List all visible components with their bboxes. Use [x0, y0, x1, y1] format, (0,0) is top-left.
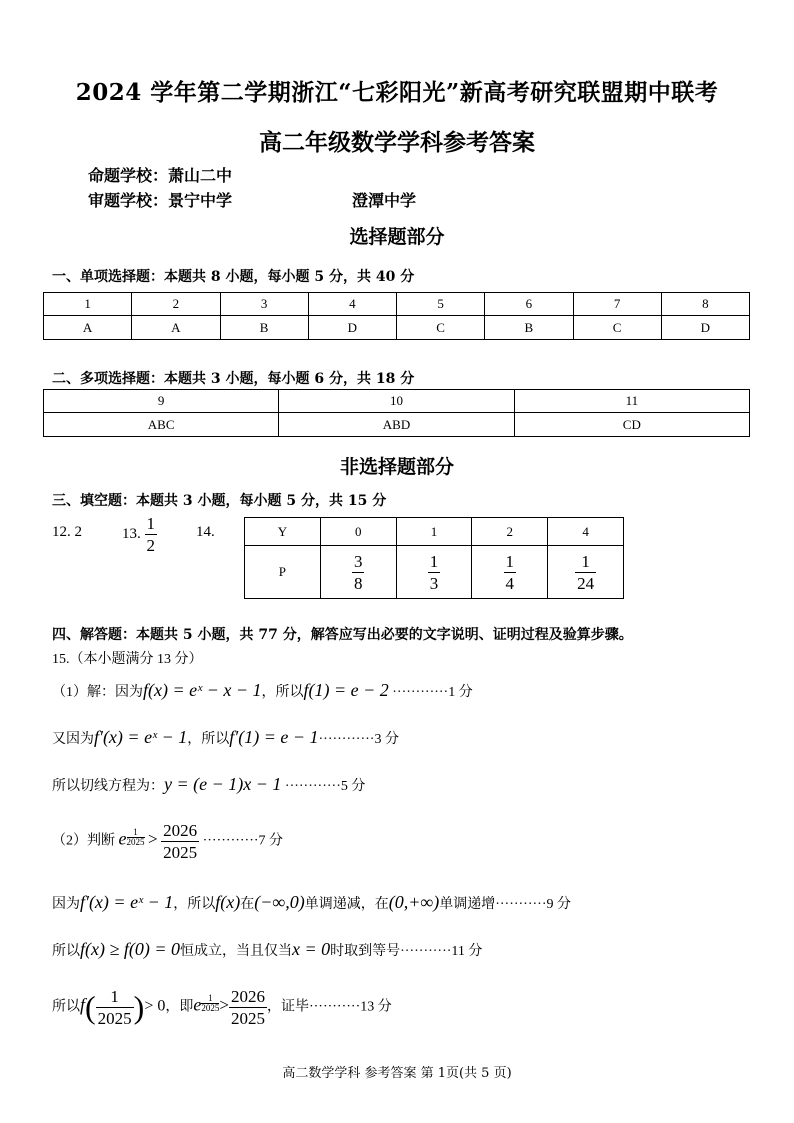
numerator: 1	[429, 551, 439, 571]
q13-numerator: 1	[146, 514, 155, 533]
math-fraction	[161, 822, 199, 861]
math-expression: y = (e − 1)x − 1	[164, 774, 282, 794]
solution-line-5	[52, 892, 571, 913]
exponent-fraction	[127, 828, 145, 847]
q13-denominator: 2	[146, 536, 155, 555]
single-choice-table	[43, 292, 750, 340]
answer-cell: B	[485, 316, 573, 340]
math-expression: f′(x) = eˣ − 1	[80, 892, 174, 912]
denominator: 2025	[97, 1009, 132, 1028]
reviewer-school-2: 澄潭中学	[352, 191, 417, 210]
denominator: 2025	[230, 1009, 265, 1028]
row-label-p: P	[245, 546, 321, 599]
y-value: 4	[548, 518, 624, 546]
math-expression: f(x)	[215, 892, 241, 912]
row-label-y: Y	[245, 518, 321, 546]
q12-answer	[52, 524, 82, 541]
probability-cell	[396, 546, 472, 599]
reviewer-school: 审题学校：景宁中学	[88, 191, 233, 210]
math-expression: f′(1) = e − 1	[229, 727, 319, 747]
solution-line-6	[52, 939, 482, 960]
answer-cell: D	[308, 316, 396, 340]
multi-choice-table	[43, 389, 750, 437]
math-fraction	[96, 988, 134, 1027]
text: ，所以	[173, 897, 216, 912]
solution-line-7	[52, 988, 392, 1027]
text: 所以切线方程为：	[52, 779, 164, 794]
denominator: 8	[353, 573, 363, 593]
solutions-heading: 四、解答题：本题共 5 小题，共 77 分，解答应写出必要的文字说明、证明过程及验算步骤。	[52, 627, 633, 643]
probability-fraction	[428, 553, 441, 592]
q13-label: 13.	[122, 525, 141, 542]
answer-cell: D	[661, 316, 749, 340]
page-footer: 高二数学学科 参考答案 第 1页(共 5 页)	[282, 1066, 512, 1081]
probability-cell	[548, 546, 624, 599]
solution-line-2	[52, 727, 399, 748]
denominator: 2025	[201, 1002, 220, 1013]
fill-blank-heading: 三、填空题：本题共 3 小题，每小题 5 分，共 15 分	[52, 493, 387, 509]
solution-line-4	[52, 822, 283, 861]
denominator: 2025	[126, 836, 145, 847]
math-expression: x = 0	[292, 939, 331, 959]
answer-cell: ABD	[279, 413, 514, 437]
math-fraction	[229, 988, 267, 1027]
numerator: 3	[353, 551, 363, 571]
q14-label: 14.	[196, 524, 215, 540]
probability-cell	[472, 546, 548, 599]
text: （2）判断	[52, 833, 115, 849]
answer-cell: A	[132, 316, 220, 340]
q12-label: 12.	[52, 524, 71, 540]
answer-cell: CD	[514, 413, 749, 437]
single-choice-heading: 一、单项选择题：本题共 8 小题，每小题 5 分，共 40 分	[52, 269, 415, 285]
y-value: 1	[396, 518, 472, 546]
right-paren: )	[133, 989, 145, 1025]
score-note: ············1 分	[388, 685, 473, 700]
math-expression: > 0	[144, 997, 166, 1015]
answer-cell: B	[220, 316, 308, 340]
text: ，所以	[187, 732, 230, 747]
answer-cell: A	[44, 316, 132, 340]
q12-value: 2	[74, 524, 82, 540]
y-value: 2	[472, 518, 548, 546]
text: 又因为	[52, 732, 94, 747]
text: 因为	[52, 897, 80, 912]
section-choice: 选择题部分	[349, 226, 445, 248]
math-operator: >	[148, 829, 158, 849]
question-number: 5	[397, 293, 485, 316]
distribution-table	[244, 517, 624, 599]
table-row	[44, 390, 750, 413]
score-note: ············5 分	[281, 779, 366, 794]
question-number: 8	[661, 293, 749, 316]
question-number: 3	[220, 293, 308, 316]
solution-line-3	[52, 774, 365, 795]
question-number: 9	[44, 390, 279, 413]
math-operator: >	[219, 995, 229, 1015]
numerator: 2026	[230, 987, 265, 1006]
math-expression: e	[118, 828, 127, 849]
text: 所以	[52, 944, 80, 959]
score-note: ············3 分	[318, 732, 399, 747]
probability-cell	[320, 546, 396, 599]
text: （1）解：因为	[52, 685, 143, 700]
answer-cell: ABC	[44, 413, 279, 437]
question-number: 11	[514, 390, 749, 413]
y-value: 0	[320, 518, 396, 546]
numerator: 1	[208, 992, 213, 1003]
text: 恒成立，当且仅当	[180, 944, 292, 959]
text: 在	[240, 897, 255, 912]
math-expression: f(x) ≥ f(0) = 0	[80, 939, 180, 959]
question-number: 10	[279, 390, 514, 413]
probability-fraction	[504, 553, 517, 592]
score-note: 单调递增···········9 分	[439, 897, 571, 912]
text: 所以	[52, 999, 80, 1015]
document-subtitle: 高二年级数学学科参考答案	[259, 129, 535, 156]
denominator: 2025	[163, 843, 198, 862]
math-expression: (−∞,0)	[254, 892, 305, 912]
question-number: 1	[44, 293, 132, 316]
table-row	[245, 546, 624, 599]
exponent-fraction	[201, 994, 219, 1013]
question-number: 7	[573, 293, 661, 316]
probability-fraction	[352, 553, 365, 592]
document-title: 2024 学年第二学期浙江“七彩阳光”新高考研究联盟期中联考	[75, 79, 719, 106]
table-row	[44, 316, 750, 340]
question-number: 4	[308, 293, 396, 316]
score-note: ，证毕···········13 分	[266, 999, 392, 1015]
text: ，即	[165, 999, 194, 1015]
answer-cell: C	[573, 316, 661, 340]
numerator: 1	[133, 826, 138, 837]
math-expression: f	[80, 994, 86, 1015]
table-row	[44, 293, 750, 316]
math-expression: f(1) = e − 2	[303, 680, 389, 700]
section-non-choice: 非选择题部分	[339, 456, 454, 478]
math-expression: f(x) = eˣ − x − 1	[143, 680, 262, 700]
text: ，所以	[261, 685, 304, 700]
probability-fraction	[575, 553, 596, 592]
math-expression: f′(x) = eˣ − 1	[94, 727, 188, 747]
numerator: 1	[505, 551, 515, 571]
proposer-school: 命题学校：萧山二中	[88, 166, 233, 185]
math-expression: (0,+∞)	[388, 892, 440, 912]
multi-choice-heading: 二、多项选择题：本题共 3 小题，每小题 6 分，共 18 分	[52, 371, 415, 387]
answer-cell: C	[397, 316, 485, 340]
question-number: 6	[485, 293, 573, 316]
denominator: 24	[577, 573, 595, 593]
score-note: ············7 分	[202, 833, 284, 849]
q13-answer	[122, 515, 157, 554]
denominator: 3	[429, 573, 439, 593]
numerator: 1	[110, 987, 119, 1006]
solution-line-1	[52, 680, 473, 701]
table-row	[245, 518, 624, 546]
question-number: 2	[132, 293, 220, 316]
q15-title: 15.（本小题满分 13 分）	[52, 652, 203, 667]
math-expression: e	[193, 994, 202, 1015]
numerator: 2026	[163, 821, 198, 840]
left-paren: (	[85, 989, 96, 1025]
q13-fraction	[145, 515, 158, 554]
denominator: 4	[505, 573, 515, 593]
score-note: 时取到等号···········11 分	[330, 944, 483, 959]
text: 单调递减，在	[304, 897, 389, 912]
table-row	[44, 413, 750, 437]
numerator: 1	[581, 551, 590, 571]
